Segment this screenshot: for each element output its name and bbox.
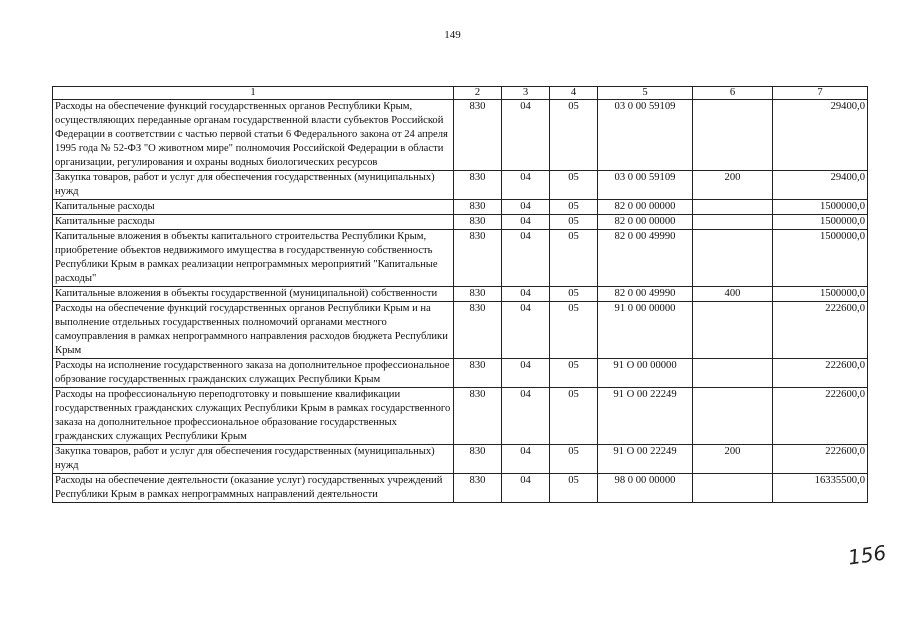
section-cell: 04 [502,200,550,215]
section-cell: 04 [502,100,550,171]
table-row [53,388,868,445]
subsection-cell: 05 [550,200,598,215]
expense-type-cell [693,215,773,230]
column-header-2: 2 [454,87,502,100]
target-article-cell: 82 0 00 49990 [598,287,693,302]
amount-cell: 16335500,0 [773,474,868,503]
table-row [53,200,868,215]
expense-type-cell [693,302,773,359]
table-row [53,287,868,302]
table-row [53,302,868,359]
subsection-cell: 05 [550,230,598,287]
expense-type-cell [693,388,773,445]
target-article-cell: 91 О 00 22249 [598,388,693,445]
amount-cell: 222600,0 [773,388,868,445]
code-cell: 830 [454,230,502,287]
amount-cell: 222600,0 [773,359,868,388]
subsection-cell: 05 [550,287,598,302]
expense-type-cell: 200 [693,445,773,474]
target-article-cell: 91 О 00 22249 [598,445,693,474]
subsection-cell: 05 [550,302,598,359]
subsection-cell: 05 [550,215,598,230]
table-row [53,445,868,474]
code-cell: 830 [454,171,502,200]
code-cell: 830 [454,215,502,230]
code-cell: 830 [454,388,502,445]
section-cell: 04 [502,230,550,287]
column-header-6: 6 [693,87,773,100]
amount-cell: 1500000,0 [773,287,868,302]
amount-cell: 222600,0 [773,445,868,474]
expense-type-cell [693,474,773,503]
table-row [53,100,868,171]
description-cell: Расходы на обеспечение деятельности (оказание услуг) государственных учреждений Республики Крым в рамках непрограммных направлений деятельности [53,474,454,503]
page-number: 149 [444,29,461,41]
table-row [53,359,868,388]
description-cell: Капитальные расходы [53,200,454,215]
code-cell: 830 [454,445,502,474]
column-header-3: 3 [502,87,550,100]
expense-type-cell [693,200,773,215]
code-cell: 830 [454,100,502,171]
code-cell: 830 [454,200,502,215]
code-cell: 830 [454,302,502,359]
section-cell: 04 [502,359,550,388]
column-header-7: 7 [773,87,868,100]
expense-type-cell [693,230,773,287]
description-cell: Расходы на профессиональную переподготовку и повышение квалификации государственных гражданских служащих Республики Крым в рамках государственного заказа на дополнительное профессиональное образование государственных гражданских служащих Республики Крым [53,388,454,445]
target-article-cell: 91 0 00 00000 [598,302,693,359]
section-cell: 04 [502,302,550,359]
handwritten-page-number: 156 [846,540,888,570]
expense-type-cell [693,100,773,171]
section-cell: 04 [502,171,550,200]
section-cell: 04 [502,215,550,230]
amount-cell: 1500000,0 [773,215,868,230]
budget-table [52,86,868,503]
expense-type-cell: 200 [693,171,773,200]
code-cell: 830 [454,474,502,503]
column-header-1: 1 [53,87,454,100]
description-cell: Расходы на обеспечение функций государственных органов Республики Крым, осуществляющих переданные органам государственной власти субъектов Российской Федерации в соответствии с частью первой статьи 6 Федерального закона от 24 апреля 1995 года № 52-ФЗ "О животном мире" полномочия Российской Федерации в области организации, регулирования и охраны водных биологических ресурсов [53,100,454,171]
amount-cell: 1500000,0 [773,230,868,287]
subsection-cell: 05 [550,359,598,388]
column-header-4: 4 [550,87,598,100]
target-article-cell: 82 0 00 00000 [598,215,693,230]
amount-cell: 1500000,0 [773,200,868,215]
code-cell: 830 [454,287,502,302]
expense-type-cell: 400 [693,287,773,302]
subsection-cell: 05 [550,100,598,171]
amount-cell: 222600,0 [773,302,868,359]
description-cell: Расходы на исполнение государственного заказа на дополнительное профессиональное обрзование государственных гражданских служащих Республики Крым [53,359,454,388]
section-cell: 04 [502,445,550,474]
subsection-cell: 05 [550,474,598,503]
table-row [53,230,868,287]
subsection-cell: 05 [550,388,598,445]
description-cell: Капитальные вложения в объекты государственной (муниципальной) собственности [53,287,454,302]
expense-type-cell [693,359,773,388]
section-cell: 04 [502,474,550,503]
code-cell: 830 [454,359,502,388]
target-article-cell: 03 0 00 59109 [598,100,693,171]
table-row [53,215,868,230]
section-cell: 04 [502,388,550,445]
target-article-cell: 03 0 00 59109 [598,171,693,200]
description-cell: Расходы на обеспечение функций государственных органов Республики Крым и на выполнение отдельных государственных полномочий органами местного самоуправления в рамках непрограммного направления расходов бюджета Республики Крым [53,302,454,359]
amount-cell: 29400,0 [773,171,868,200]
section-cell: 04 [502,287,550,302]
table-row [53,171,868,200]
column-header-5: 5 [598,87,693,100]
target-article-cell: 82 0 00 00000 [598,200,693,215]
amount-cell: 29400,0 [773,100,868,171]
subsection-cell: 05 [550,171,598,200]
description-cell: Закупка товаров, работ и услуг для обеспечения государственных (муниципальных) нужд [53,171,454,200]
description-cell: Закупка товаров, работ и услуг для обеспечения государственных (муниципальных) нужд [53,445,454,474]
table-row [53,474,868,503]
target-article-cell: 82 0 00 49990 [598,230,693,287]
target-article-cell: 91 О 00 00000 [598,359,693,388]
target-article-cell: 98 0 00 00000 [598,474,693,503]
header-row [53,87,868,100]
description-cell: Капитальные вложения в объекты капитального строительства Республики Крым, приобретение объектов недвижимого имущества в государственную собственность Республики Крым в рамках реализации непрограммных мероприятий "Капитальные расходы" [53,230,454,287]
description-cell: Капитальные расходы [53,215,454,230]
subsection-cell: 05 [550,445,598,474]
